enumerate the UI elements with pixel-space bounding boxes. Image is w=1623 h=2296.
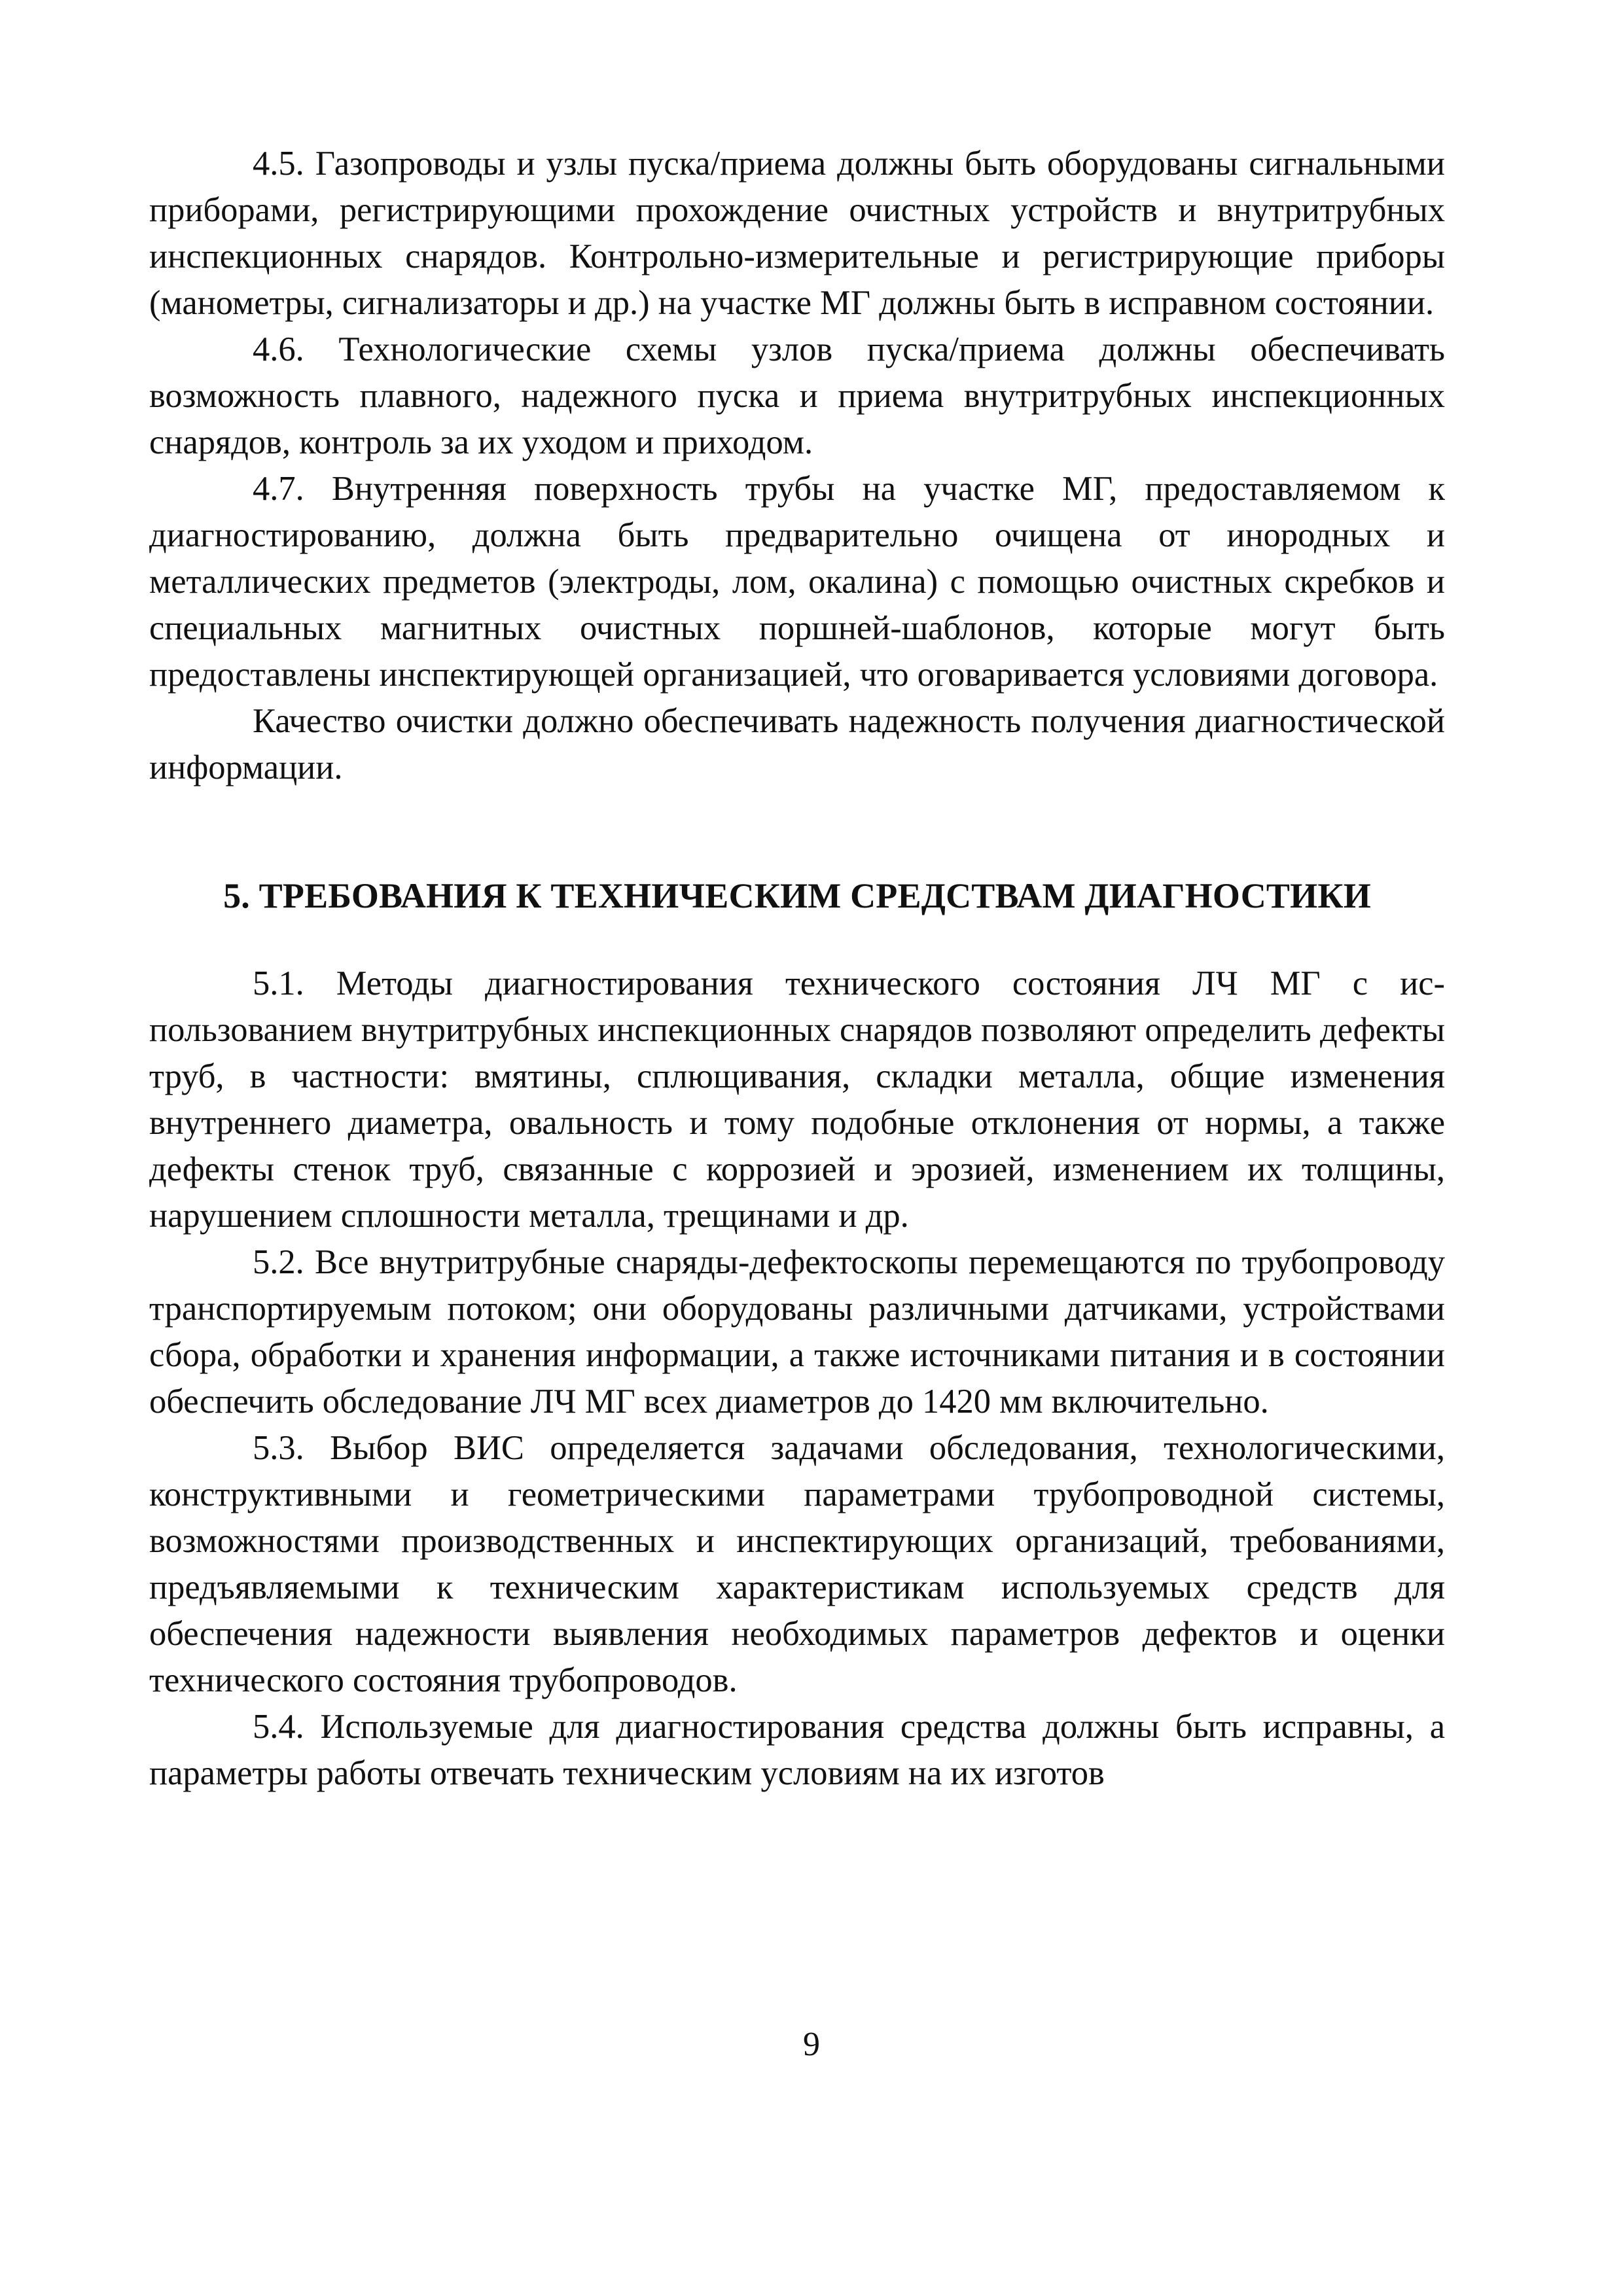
paragraph-4-7: 4.7. Внутренняя поверхность трубы на участке МГ, предоставляемом к диагностированию, должна быть предварительно очищена от инородных и металлических предметов (электроды, лом, окалина) с помощью очистных скребков и специальных магнитных очистных поршней-шаблонов, которые могут быть предоставлены инспектирующей организацией, что оговаривается условиями договора. bbox=[149, 470, 1445, 694]
paragraph-5-1: 5.1. Методы диагностирования технического состояния ЛЧ МГ с использованием внутритрубных инспекционных снарядов позволяют определить дефекты труб, в частности: вмятины, сплющивания, складки металла, общие изменения внутреннего диаметра, овальность и тому подобные отклонения от нормы, а также дефекты стенок труб, связанные с коррозией и эрозией, изменением их толщины, нарушением сплошности металла, трещинами и др. bbox=[149, 964, 1445, 1235]
paragraph-5-3: 5.3. Выбор ВИС определяется задачами обследования, технологическими, конструктивными и геометрическими параметрами трубопроводной системы, возможностями производственных и инспектирующих организаций, требованиями, предъявляемыми к техническим характеристикам используемых средств для обеспечения надежности выявления необходимых параметров дефектов и оценки технического состояния трубопроводов. bbox=[149, 1429, 1445, 1699]
section-body bbox=[149, 961, 1445, 1797]
paragraph-5-2: 5.2. Все внутритрубные снаряды-дефектоскопы перемещаются по трубопроводу транспортируемым потоком; они оборудованы различными датчиками, устройствами сбора, обработки и хранения информации, а также источниками питания и в состоянии обеспечить обследование ЛЧ МГ всех диаметров до 1420 мм включительно. bbox=[149, 1243, 1445, 1421]
paragraph-4-6: 4.6. Технологические схемы узлов пуска/приема должны обеспечивать возможность плавного, надежного пуска и приема внутритрубных инспекционных снарядов, контроль за их уходом и приходом. bbox=[149, 330, 1445, 461]
paragraph-4-5: 4.5. Газопроводы и узлы пуска/приема должны быть оборудованы сигнальными приборами, регистрирующими прохождение очистных устройств и внутритрубных инспекционных снарядов. Контрольно-измерительные и регистрирующие приборы (манометры, сигнализаторы и др.) на участке МГ должны быть в исправном состоянии. bbox=[149, 145, 1445, 322]
page-number: 9 bbox=[803, 2026, 820, 2063]
document-page bbox=[149, 141, 1445, 1797]
paragraph-5-4: 5.4. Используемые для диагностирования средства должны быть исправны, а параметры работы отвечать техническим условиям на их изготов bbox=[149, 1708, 1445, 1792]
section-heading: 5. ТРЕБОВАНИЯ К ТЕХНИЧЕСКИМ СРЕДСТВАМ ДИАГНОСТИКИ bbox=[223, 876, 1371, 915]
paragraph-cleaning-quality: Качество очистки должно обеспечивать надежность получения диагностической информации. bbox=[149, 702, 1445, 786]
